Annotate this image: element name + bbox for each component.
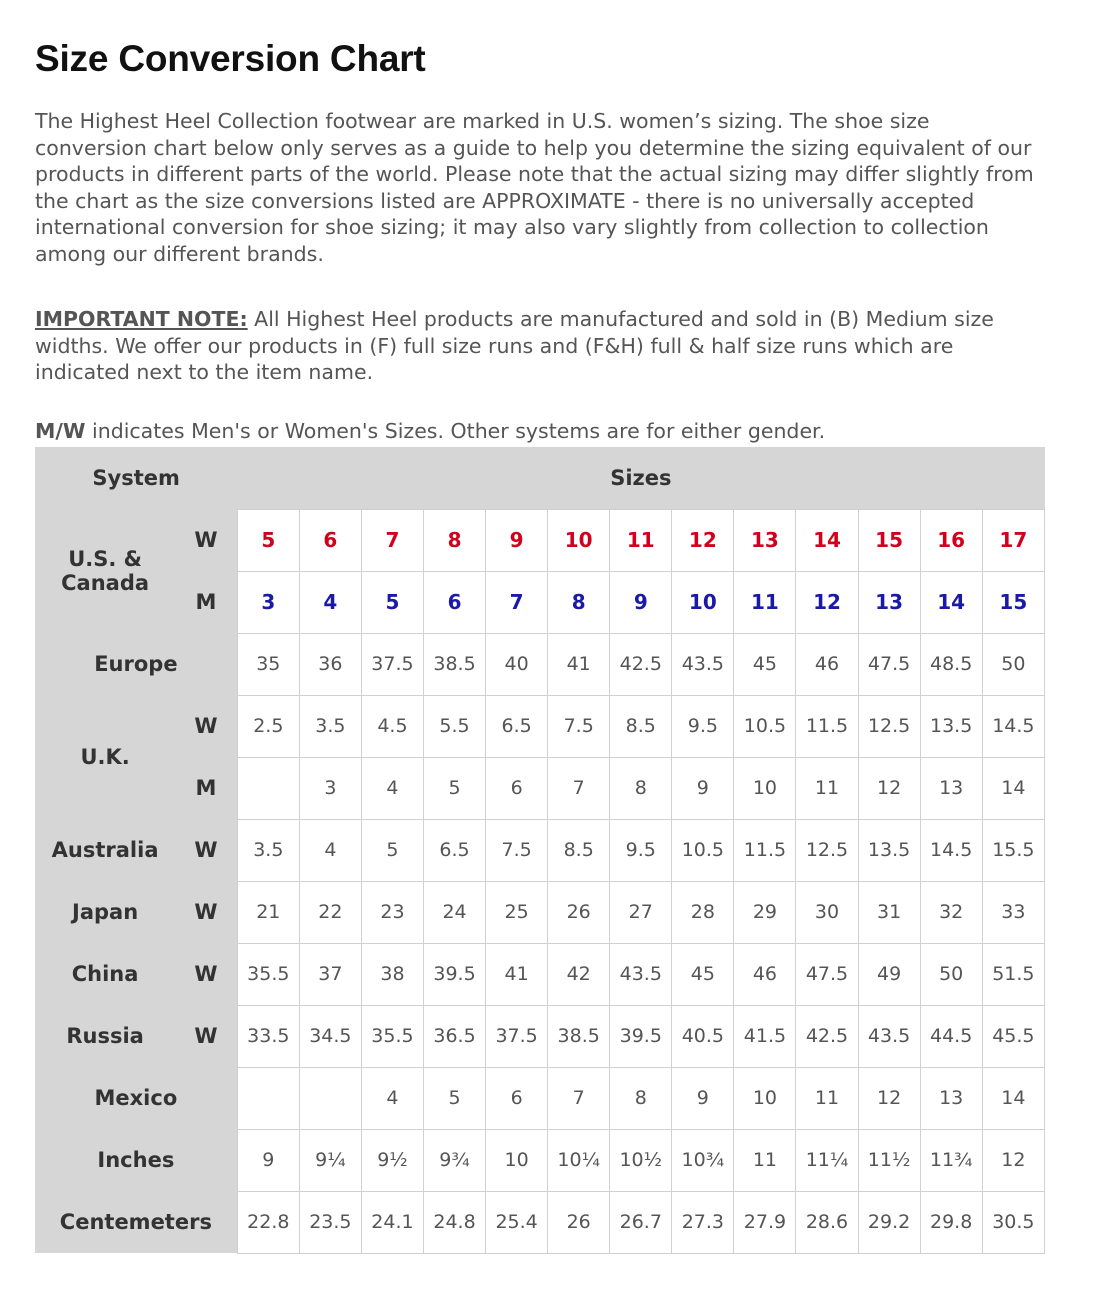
size-cell: 29	[734, 881, 796, 943]
size-cell: 2.5	[237, 695, 299, 757]
size-cell: 35.5	[361, 1005, 423, 1067]
size-cell: 26	[548, 881, 610, 943]
size-cell: 12	[982, 1129, 1044, 1191]
table-row	[35, 819, 1045, 881]
size-cell: 41.5	[734, 1005, 796, 1067]
size-cell: 28	[672, 881, 734, 943]
size-cell: 7.5	[548, 695, 610, 757]
size-cell: 34.5	[299, 1005, 361, 1067]
size-cell: 13.5	[858, 819, 920, 881]
size-cell: 33	[982, 881, 1044, 943]
size-cell: 3	[299, 757, 361, 819]
system-label-centemeters: Centemeters	[35, 1191, 237, 1253]
size-cell: 50	[982, 633, 1044, 695]
size-cell: 43.5	[672, 633, 734, 695]
gender-label: W	[175, 1005, 237, 1067]
size-cell: 41	[486, 943, 548, 1005]
size-cell: 24	[424, 881, 486, 943]
size-cell: 13	[920, 757, 982, 819]
size-cell: 11¼	[796, 1129, 858, 1191]
size-cell: 4	[361, 1067, 423, 1129]
table-row	[35, 571, 1045, 633]
size-cell: 7	[548, 1067, 610, 1129]
size-cell: 42	[548, 943, 610, 1005]
size-cell: 44.5	[920, 1005, 982, 1067]
size-cell: 46	[796, 633, 858, 695]
size-cell: 14.5	[982, 695, 1044, 757]
size-cell: 26.7	[610, 1191, 672, 1253]
size-cell: 37.5	[361, 633, 423, 695]
size-cell: 33.5	[237, 1005, 299, 1067]
table-body	[35, 509, 1045, 1253]
size-cell: 6	[486, 1067, 548, 1129]
size-cell: 3.5	[237, 819, 299, 881]
size-cell: 11¾	[920, 1129, 982, 1191]
size-cell: 11	[796, 757, 858, 819]
size-cell: 10½	[610, 1129, 672, 1191]
size-cell: 41	[548, 633, 610, 695]
system-label-u-s-canada: U.S. & Canada	[35, 509, 175, 633]
size-cell: 23.5	[299, 1191, 361, 1253]
size-cell: 10¾	[672, 1129, 734, 1191]
size-cell: 5	[361, 571, 423, 633]
size-cell: 9	[672, 1067, 734, 1129]
size-cell: 11.5	[796, 695, 858, 757]
table-row	[35, 757, 1045, 819]
gender-label: W	[175, 943, 237, 1005]
size-cell: 11	[734, 1129, 796, 1191]
size-cell: 4.5	[361, 695, 423, 757]
size-cell: 8.5	[548, 819, 610, 881]
size-cell: 30.5	[982, 1191, 1044, 1253]
size-cell: 11½	[858, 1129, 920, 1191]
intro-paragraph: The Highest Heel Collection footwear are marked in U.S. women’s sizing. The shoe size conversion chart below only serves as a guide to help you determine the sizing equivalent of our products in different parts of the world. Please note that the actual sizing may differ slightly from the chart as the size conversions listed are APPROXIMATE - there is no universally accepted international conversion for shoe sizing; it may also vary slightly from collection to collection among our different brands.	[35, 109, 1034, 266]
gender-label: M	[175, 757, 237, 819]
size-cell: 10	[486, 1129, 548, 1191]
size-cell: 14	[982, 1067, 1044, 1129]
size-cell: 9	[610, 571, 672, 633]
size-cell	[237, 757, 299, 819]
size-cell: 5	[424, 1067, 486, 1129]
size-cell: 8	[424, 509, 486, 571]
size-conversion-table	[35, 447, 1045, 1254]
size-cell: 4	[361, 757, 423, 819]
size-cell	[299, 1067, 361, 1129]
size-cell: 36	[299, 633, 361, 695]
size-cell: 9½	[361, 1129, 423, 1191]
size-cell: 5	[361, 819, 423, 881]
size-cell: 38	[361, 943, 423, 1005]
size-cell: 22.8	[237, 1191, 299, 1253]
gender-label: W	[175, 695, 237, 757]
size-cell: 10	[672, 571, 734, 633]
size-cell: 13	[734, 509, 796, 571]
size-cell: 7.5	[486, 819, 548, 881]
gender-label: M	[175, 571, 237, 633]
size-cell: 38.5	[548, 1005, 610, 1067]
size-cell: 6	[299, 509, 361, 571]
size-cell: 9.5	[672, 695, 734, 757]
size-cell: 50	[920, 943, 982, 1005]
size-cell: 31	[858, 881, 920, 943]
size-cell: 15	[858, 509, 920, 571]
size-cell: 3.5	[299, 695, 361, 757]
size-cell: 9.5	[610, 819, 672, 881]
size-cell: 15	[982, 571, 1044, 633]
size-cell: 12	[672, 509, 734, 571]
size-cell: 9	[486, 509, 548, 571]
system-label-u-k: U.K.	[35, 695, 175, 819]
system-label-europe: Europe	[35, 633, 237, 695]
size-cell: 27	[610, 881, 672, 943]
size-cell: 10.5	[734, 695, 796, 757]
size-cell: 8	[610, 1067, 672, 1129]
size-cell: 10¼	[548, 1129, 610, 1191]
important-note-paragraph	[35, 306, 1045, 386]
system-label-japan: Japan	[35, 881, 175, 943]
size-cell: 43.5	[610, 943, 672, 1005]
size-cell: 45	[672, 943, 734, 1005]
size-cell: 6.5	[424, 819, 486, 881]
size-cell: 12.5	[796, 819, 858, 881]
size-cell: 35.5	[237, 943, 299, 1005]
table-row	[35, 695, 1045, 757]
sizes-header: Sizes	[237, 447, 1044, 509]
size-cell: 15.5	[982, 819, 1044, 881]
size-cell: 12.5	[858, 695, 920, 757]
size-cell: 37.5	[486, 1005, 548, 1067]
size-cell: 48.5	[920, 633, 982, 695]
size-cell: 10	[734, 1067, 796, 1129]
size-cell: 27.3	[672, 1191, 734, 1253]
gender-label: W	[175, 819, 237, 881]
size-cell: 27.9	[734, 1191, 796, 1253]
table-header-row	[35, 447, 1045, 509]
size-cell: 21	[237, 881, 299, 943]
size-cell: 25	[486, 881, 548, 943]
size-cell: 10.5	[672, 819, 734, 881]
system-label-inches: Inches	[35, 1129, 237, 1191]
size-cell: 7	[361, 509, 423, 571]
size-cell: 13	[858, 571, 920, 633]
size-cell: 11	[610, 509, 672, 571]
size-cell: 9¼	[299, 1129, 361, 1191]
size-cell: 10	[734, 757, 796, 819]
system-header: System	[35, 447, 237, 509]
size-cell: 3	[237, 571, 299, 633]
size-cell: 5.5	[424, 695, 486, 757]
size-cell: 32	[920, 881, 982, 943]
size-cell: 5	[424, 757, 486, 819]
size-cell: 17	[982, 509, 1044, 571]
size-cell: 12	[858, 757, 920, 819]
size-cell: 39.5	[424, 943, 486, 1005]
size-cell: 14	[982, 757, 1044, 819]
table-row	[35, 509, 1045, 571]
system-label-russia: Russia	[35, 1005, 175, 1067]
size-cell: 7	[548, 757, 610, 819]
size-cell: 8	[548, 571, 610, 633]
size-cell: 28.6	[796, 1191, 858, 1253]
size-cell: 12	[858, 1067, 920, 1129]
size-cell: 11	[796, 1067, 858, 1129]
important-note-label: IMPORTANT NOTE:	[35, 307, 248, 331]
size-cell: 30	[796, 881, 858, 943]
gender-label: W	[175, 509, 237, 571]
size-cell: 39.5	[610, 1005, 672, 1067]
size-cell: 13	[920, 1067, 982, 1129]
size-cell: 51.5	[982, 943, 1044, 1005]
size-cell: 7	[486, 571, 548, 633]
size-cell: 24.1	[361, 1191, 423, 1253]
size-cell: 8.5	[610, 695, 672, 757]
size-cell: 8	[610, 757, 672, 819]
table-row	[35, 943, 1045, 1005]
size-cell: 45	[734, 633, 796, 695]
size-cell: 47.5	[796, 943, 858, 1005]
size-cell: 46	[734, 943, 796, 1005]
size-cell: 12	[796, 571, 858, 633]
page-title: Size Conversion Chart	[35, 38, 426, 79]
size-cell: 40.5	[672, 1005, 734, 1067]
table-row	[35, 1129, 1045, 1191]
size-cell: 24.8	[424, 1191, 486, 1253]
size-cell: 43.5	[858, 1005, 920, 1067]
size-cell: 42.5	[610, 633, 672, 695]
mw-note-text: indicates Men's or Women's Sizes. Other systems are for either gender.	[85, 419, 826, 443]
system-label-china: China	[35, 943, 175, 1005]
size-cell: 29.2	[858, 1191, 920, 1253]
size-cell: 38.5	[424, 633, 486, 695]
size-cell: 6.5	[486, 695, 548, 757]
size-cell: 25.4	[486, 1191, 548, 1253]
table-row	[35, 1067, 1045, 1129]
mw-label: M/W	[35, 419, 86, 443]
gender-label: W	[175, 881, 237, 943]
size-cell: 22	[299, 881, 361, 943]
size-cell: 14.5	[920, 819, 982, 881]
size-cell: 4	[299, 819, 361, 881]
size-cell: 45.5	[982, 1005, 1044, 1067]
size-cell: 14	[796, 509, 858, 571]
size-cell: 6	[486, 757, 548, 819]
size-cell: 10	[548, 509, 610, 571]
size-cell: 47.5	[858, 633, 920, 695]
table-row	[35, 633, 1045, 695]
size-cell: 6	[424, 571, 486, 633]
size-cell: 9	[237, 1129, 299, 1191]
mw-note-paragraph	[35, 418, 1045, 445]
size-cell: 29.8	[920, 1191, 982, 1253]
size-cell: 35	[237, 633, 299, 695]
important-note-text: All Highest Heel products are manufactured and sold in (B) Medium size widths. We offer our products in (F) full size runs and (F&H) full & half size runs which are indicated next to the item name.	[35, 307, 994, 384]
size-cell: 9¾	[424, 1129, 486, 1191]
size-cell: 4	[299, 571, 361, 633]
size-cell: 42.5	[796, 1005, 858, 1067]
size-cell: 16	[920, 509, 982, 571]
size-cell: 37	[299, 943, 361, 1005]
size-cell: 36.5	[424, 1005, 486, 1067]
system-label-mexico: Mexico	[35, 1067, 237, 1129]
size-cell: 49	[858, 943, 920, 1005]
size-cell: 23	[361, 881, 423, 943]
size-cell: 13.5	[920, 695, 982, 757]
table-row	[35, 1005, 1045, 1067]
system-label-australia: Australia	[35, 819, 175, 881]
table-row	[35, 1191, 1045, 1253]
size-cell: 11	[734, 571, 796, 633]
size-cell: 5	[237, 509, 299, 571]
size-cell: 26	[548, 1191, 610, 1253]
table-row	[35, 881, 1045, 943]
size-cell: 40	[486, 633, 548, 695]
size-cell: 11.5	[734, 819, 796, 881]
size-cell: 14	[920, 571, 982, 633]
size-cell	[237, 1067, 299, 1129]
size-cell: 9	[672, 757, 734, 819]
